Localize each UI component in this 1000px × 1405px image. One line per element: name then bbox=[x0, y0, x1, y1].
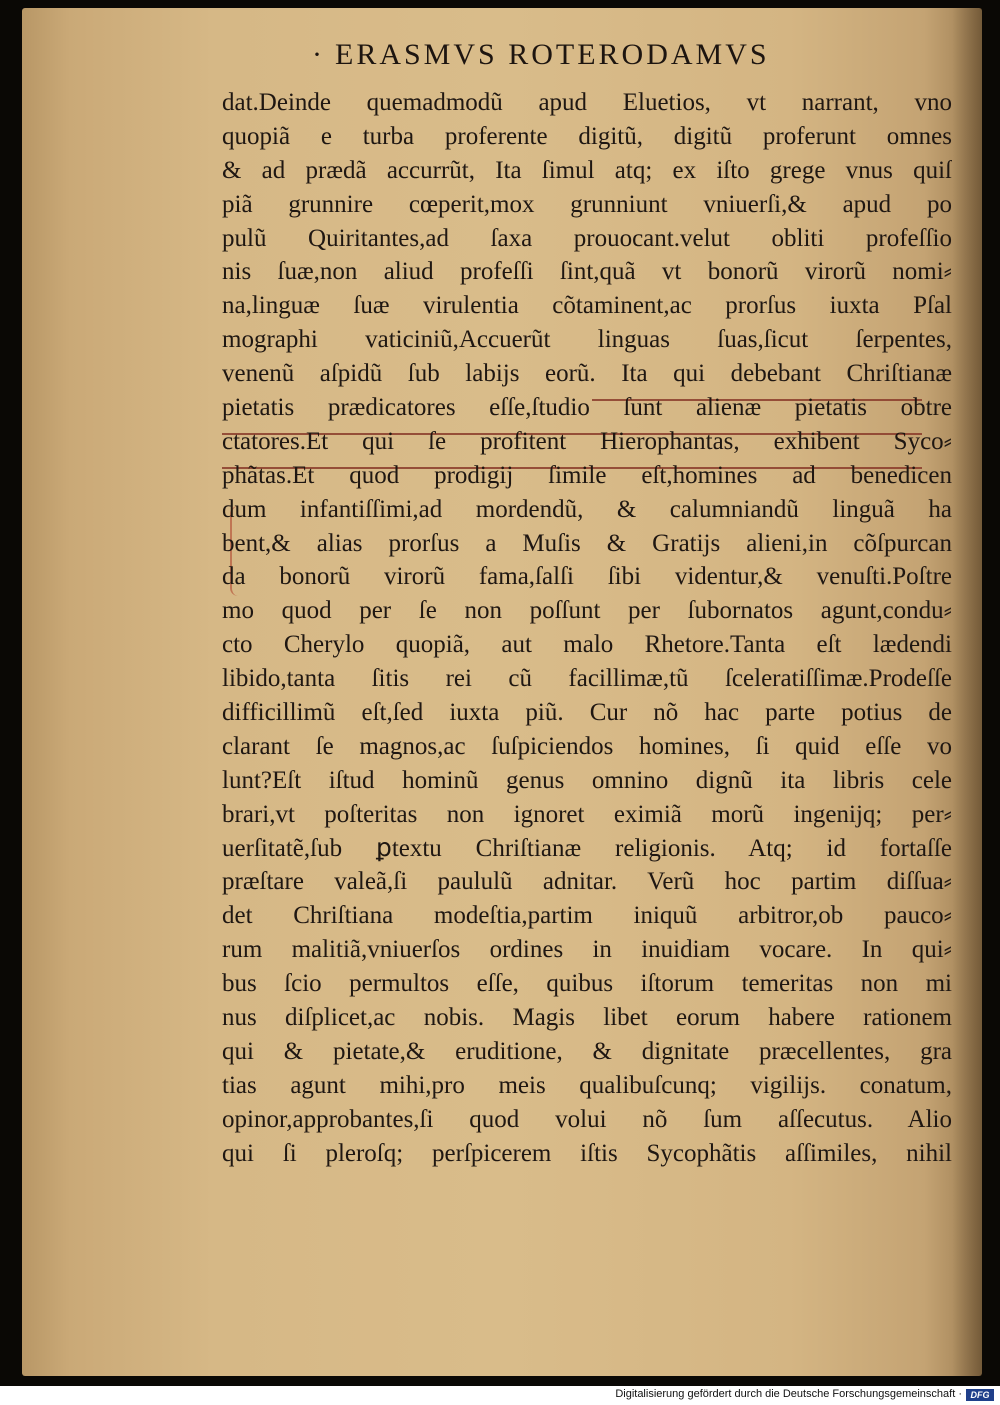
text-line: quopiã e turba proferente digitũ, digitũ proferunt omnes bbox=[222, 122, 952, 150]
text-line: tias agunt mihi,pro meis qualibuſcunq; vigilijs. conatum, bbox=[222, 1071, 952, 1099]
text-line: libido,tanta ſitis rei cũ facillimæ,tũ ſceleratiſſimæ.Prodeſſe bbox=[222, 665, 952, 693]
running-head bbox=[312, 38, 770, 72]
text-line: rum malitiã,vniuerſos ordines in inuidiam vocare. In qui⸗ bbox=[222, 936, 952, 964]
text-line: lunt?Eſt iſtud hominũ genus omnino dignũ ita libris cele bbox=[222, 766, 952, 794]
text-line: difficillimũ eſt,ſed iuxta piũ. Cur nõ hac parte potius de bbox=[222, 699, 952, 727]
text-line: ctatores.Et qui ſe profitent Hierophantas, exhibent Syco⸗ bbox=[222, 427, 952, 455]
text-line: venenũ aſpidũ ſub labijs eorũ. Ita qui debebant Chriſtianæ bbox=[222, 360, 952, 388]
text-line: da bonorũ virorũ fama,ſalſi ſibi videntur,& venuſti.Poſtre bbox=[222, 563, 952, 591]
text-line: brari,vt poſteritas non ignoret eximiã morũ ingenijq; per⸗ bbox=[222, 800, 952, 828]
text-line: qui & pietate,& eruditione, & dignitate præcellentes, gra bbox=[222, 1037, 952, 1065]
text-line: piã grunnire cœperit,mox grunniunt vniuerſi,& apud po bbox=[222, 190, 952, 218]
text-line: na,linguæ ſuæ virulentia cõtaminent,ac prorſus iuxta Pſal bbox=[222, 292, 952, 320]
funding-credit: Digitalisierung gefördert durch die Deutsche Forschungsgemeinschaft · bbox=[615, 1388, 962, 1400]
text-line: & ad prædã accurrũt, Ita ſimul atq; ex iſto grege vnus quiſ bbox=[222, 156, 952, 184]
text-line: cto Cherylo quopiã, aut malo Rhetore.Tanta eſt lædendi bbox=[222, 631, 952, 659]
digitization-footer bbox=[0, 1386, 1000, 1405]
text-line: opinor,approbantes,ſi quod volui nõ ſum aſſecutus. Alio bbox=[222, 1105, 952, 1133]
text-line: nis ſuæ,non aliud profeſſi ſint,quã vt bonorũ virorũ nomi⸗ bbox=[222, 258, 952, 286]
text-line: clarant ſe magnos,ac ſuſpiciendos homines, ſi quid eſſe vo bbox=[222, 732, 952, 760]
body-text bbox=[222, 86, 952, 1171]
text-line: phãtas.Et quod prodigij ſimile eſt,homines ad benedicen bbox=[222, 461, 952, 489]
text-line: pulũ Quiritantes,ad ſaxa prouocant.velut obliti profeſſio bbox=[222, 224, 952, 252]
running-head-ornament: · bbox=[312, 38, 325, 71]
text-line: dum infantiſſimi,ad mordendũ, & calumniandũ linguã ha bbox=[222, 495, 952, 523]
text-line: pietatis prædicatores eſſe,ſtudio ſunt alienæ pietatis obtre bbox=[222, 394, 952, 422]
text-line: det Chriſtiana modeſtia,partim iniquũ arbitror,ob pauco⸗ bbox=[222, 902, 952, 930]
text-line: dat.Deinde quemadmodũ apud Eluetios, vt narrant, vno bbox=[222, 89, 952, 116]
running-head-text: ERASMVS ROTERODAMVS bbox=[335, 38, 770, 71]
text-line: uerſitatẽ,ſub ꝑtextu Chriſtianæ religionis. Atq; id fortaſſe bbox=[222, 834, 952, 862]
text-line: bent,& alias prorſus a Muſis & Gratijs alieni,in cõſpurcan bbox=[222, 529, 952, 557]
text-line: bus ſcio permultos eſſe, quibus iſtorum temeritas non mi bbox=[222, 970, 952, 998]
book-page bbox=[22, 8, 982, 1376]
text-line: mo quod per ſe non poſſunt per ſubornatos agunt,condu⸗ bbox=[222, 597, 952, 625]
dfg-logo-icon: DFG bbox=[966, 1389, 994, 1401]
text-line: præſtare valeã,ſi paululũ adnitar. Verũ hoc partim diſſua⸗ bbox=[222, 868, 952, 896]
text-line: qui ſi pleroſq; perſpicerem iſtis Sycophãtis aſſimiles, nihil bbox=[222, 1139, 952, 1167]
text-line: mographi vaticiniũ,Accuerũt linguas ſuas,ſicut ſerpentes, bbox=[222, 326, 952, 354]
text-line: nus diſplicet,ac nobis. Magis libet eorum habere rationem bbox=[222, 1004, 952, 1032]
